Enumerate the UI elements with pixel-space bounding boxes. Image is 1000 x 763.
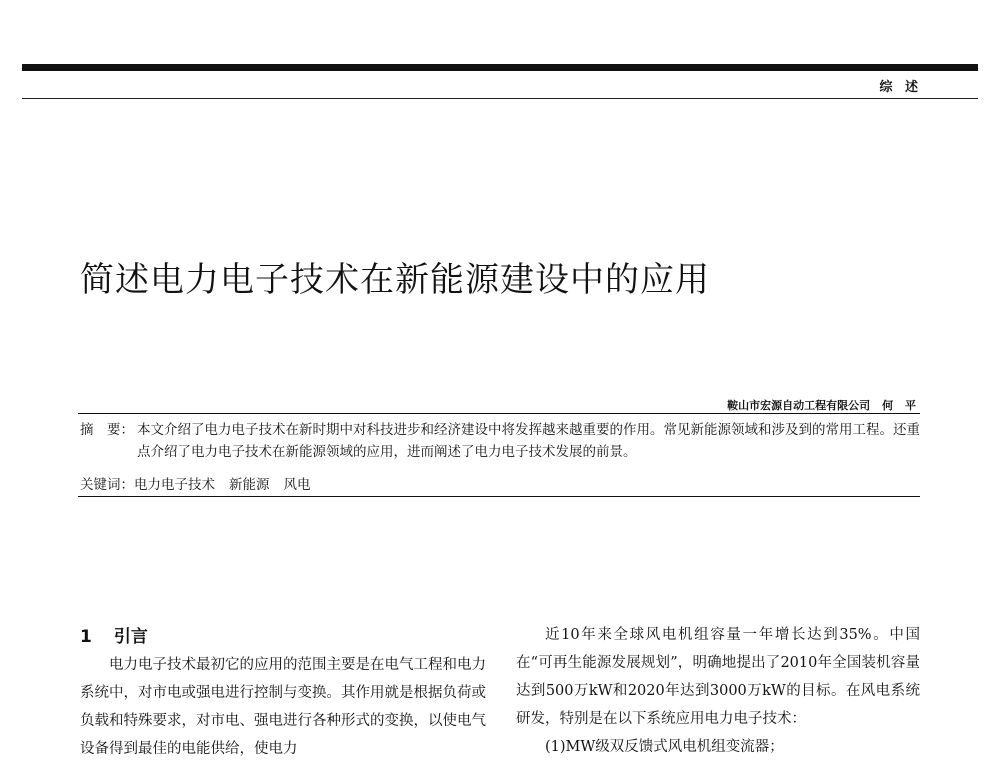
abstract-rule-top [78, 413, 920, 414]
author-name: 何 平 [882, 399, 920, 412]
keyword: 风电 [283, 477, 311, 493]
article-title: 简述电力电子技术在新能源建设中的应用 [80, 260, 710, 300]
header-rule-thick [22, 64, 978, 71]
intro-paragraph: 电力电子技术最初它的应用的范围主要是在电气工程和电力系统中，对市电或强电进行控制与变换。其作用就是根据负荷或负载和特殊要求，对市电、强电进行各种形式的变换，以使电气设备得到最佳的电能供给，使电力 [80, 657, 486, 757]
section-label: 综 述 [879, 80, 922, 95]
author-affiliation: 鞍山市宏源自动工程有限公司 [727, 399, 871, 412]
abstract-text: 本文介绍了电力电子技术在新时期中对科技进步和经济建设中将发挥越来越重要的作用。常见新能源领域和涉及到的常用工程。还重点介绍了电力电子技术在新能源领域的应用，进而阐述了电力电子技术发展的前景。 [137, 422, 920, 460]
section-title: 引言 [113, 627, 148, 647]
section-number: 1 [80, 627, 92, 647]
keyword: 新能源 [229, 477, 270, 493]
list-item: (1)MW级双反馈式风电机组变流器； [545, 739, 784, 755]
left-column [80, 651, 486, 763]
header-rule-thin [22, 98, 978, 99]
keywords-label: 关键词： [80, 477, 134, 493]
section-heading [80, 622, 148, 647]
author-line [727, 397, 920, 413]
keywords [80, 474, 325, 496]
abstract-label: 摘 要： [80, 422, 134, 438]
keyword: 电力电子技术 [134, 477, 215, 493]
right-column [516, 621, 920, 761]
abstract [80, 419, 920, 463]
abstract-rule-bottom [78, 496, 920, 497]
wind-paragraph: 近10年来全球风电机组容量一年增长达到35%。中国在“可再生能源发展规划”，明确地提出了2010年全国装机容量达到500万kW和2020年达到3000万kW的目标。在风电系统研发，特别是在以下系统应用电力电子技术： [516, 627, 920, 727]
